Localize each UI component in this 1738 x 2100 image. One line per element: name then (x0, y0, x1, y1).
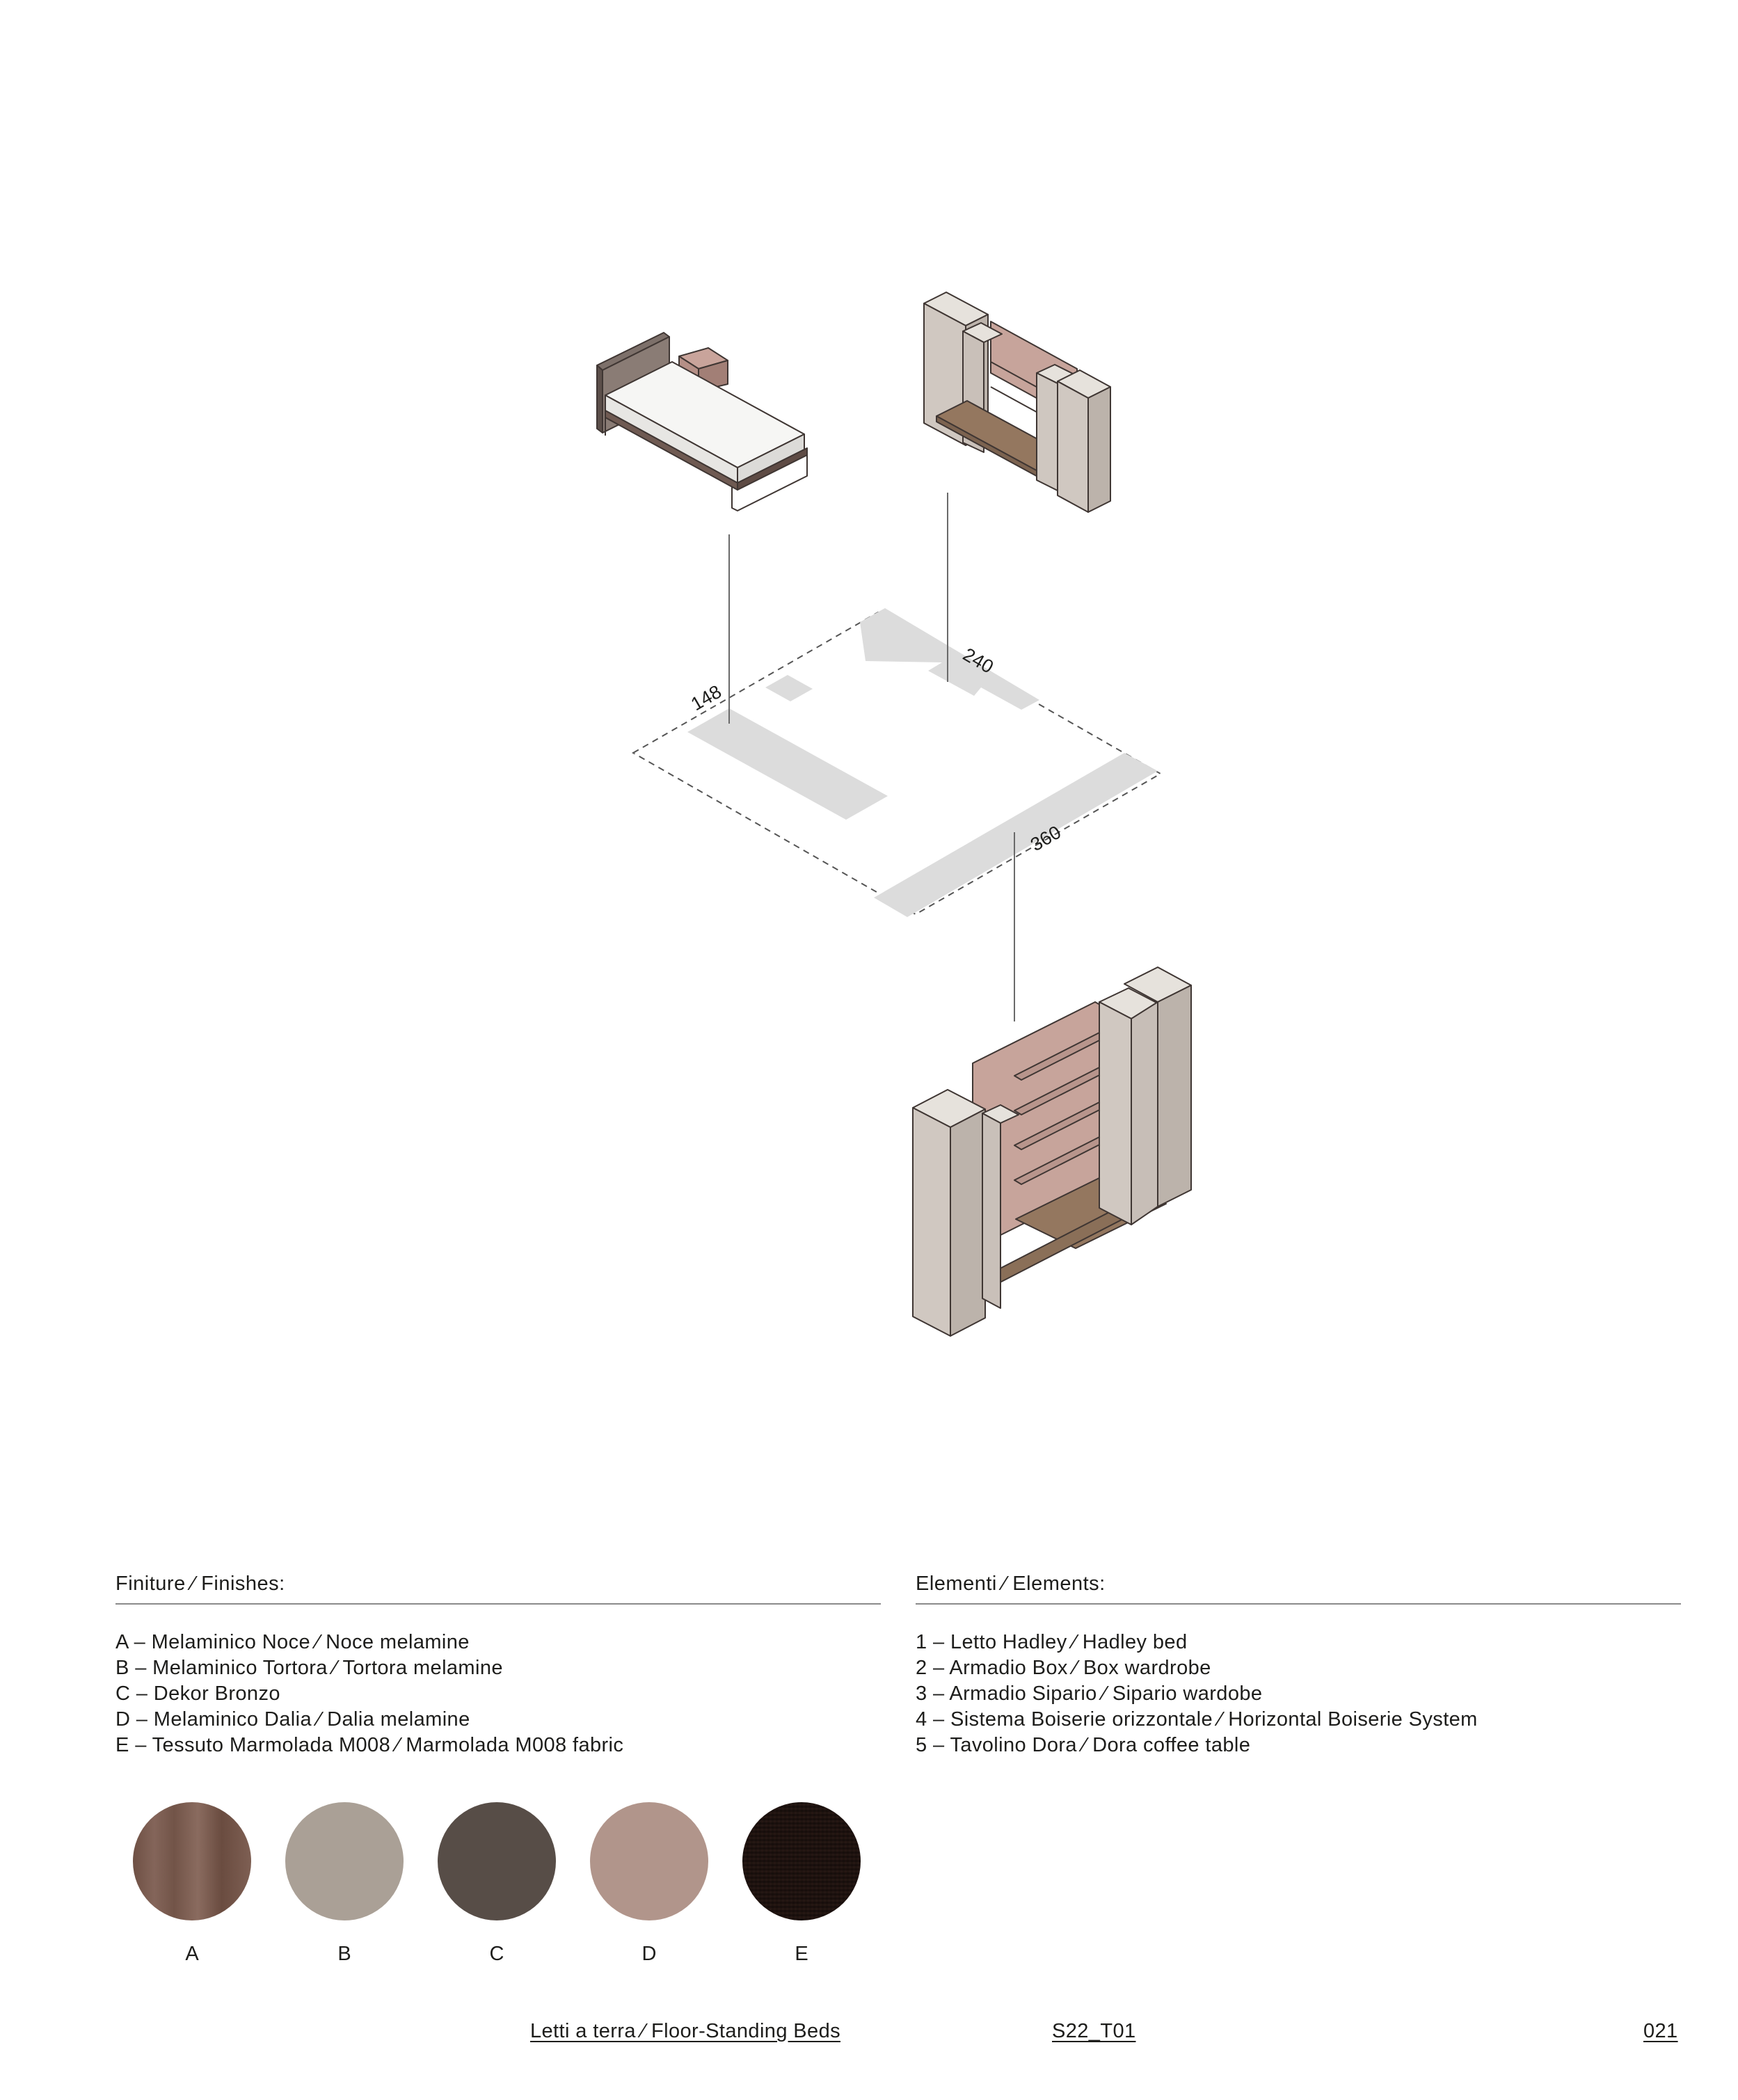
swatch-e (725, 1802, 878, 1966)
swatch-d-label: D (641, 1943, 657, 1965)
swatch-a-circle (133, 1802, 251, 1920)
plan-dimension-240: 240 (959, 644, 998, 678)
swatch-e-label: E (795, 1943, 808, 1965)
swatch-b-label: B (337, 1943, 351, 1965)
plan-dimension-360: 360 (1027, 821, 1065, 856)
elements-title: Elementi ⁄ Elements: (916, 1573, 1681, 1605)
swatch-a (115, 1802, 269, 1966)
element-item-2: 2 – Armadio Box ⁄ Box wardrobe (916, 1657, 1211, 1679)
finish-item-a: A – Melaminico Noce ⁄ Noce melamine (115, 1631, 470, 1653)
floor-plan (633, 608, 1161, 917)
footer-section-link[interactable]: Letti a terra ⁄ Floor-Standing Beds (530, 2020, 841, 2042)
bed-illustration (597, 333, 807, 511)
finishes-section (115, 1573, 881, 1758)
swatch-c-circle (438, 1802, 556, 1920)
finishes-list (115, 1630, 881, 1758)
swatch-d (573, 1802, 726, 1966)
swatch-b-circle (285, 1802, 404, 1920)
plan-dimension-148: 148 (687, 681, 726, 715)
swatch-c-label: C (489, 1943, 504, 1965)
swatch-c (420, 1802, 573, 1966)
swatch-e-circle (742, 1802, 861, 1920)
swatch-b (268, 1802, 421, 1966)
finish-item-b: B – Melaminico Tortora ⁄ Tortora melamine (115, 1657, 503, 1679)
element-item-5: 5 – Tavolino Dora ⁄ Dora coffee table (916, 1734, 1251, 1756)
elements-section (916, 1573, 1681, 1758)
element-item-1: 1 – Letto Hadley ⁄ Hadley bed (916, 1631, 1188, 1653)
elements-list (916, 1630, 1681, 1758)
finish-item-e: E – Tessuto Marmolada M008 ⁄ Marmolada M008 fabric (115, 1734, 624, 1756)
swatch-d-circle (590, 1802, 708, 1920)
finish-item-c: C – Dekor Bronzo (115, 1683, 280, 1705)
wardrobe-top-illustration (924, 292, 1110, 512)
element-item-3: 3 – Armadio Sipario ⁄ Sipario wardobe (916, 1683, 1263, 1705)
element-item-4: 4 – Sistema Boiserie orizzontale ⁄ Horizontal Boiserie System (916, 1708, 1478, 1731)
finish-swatches (115, 1802, 881, 1965)
swatch-a-label: A (185, 1943, 199, 1965)
footer-code-link[interactable]: S22_T01 (1052, 2020, 1136, 2042)
wardrobe-bottom-illustration (913, 967, 1191, 1336)
finish-item-d: D – Melaminico Dalia ⁄ Dalia melamine (115, 1708, 470, 1731)
finishes-title: Finiture ⁄ Finishes: (115, 1573, 881, 1605)
footer-page-number[interactable]: 021 (1643, 2020, 1678, 2042)
